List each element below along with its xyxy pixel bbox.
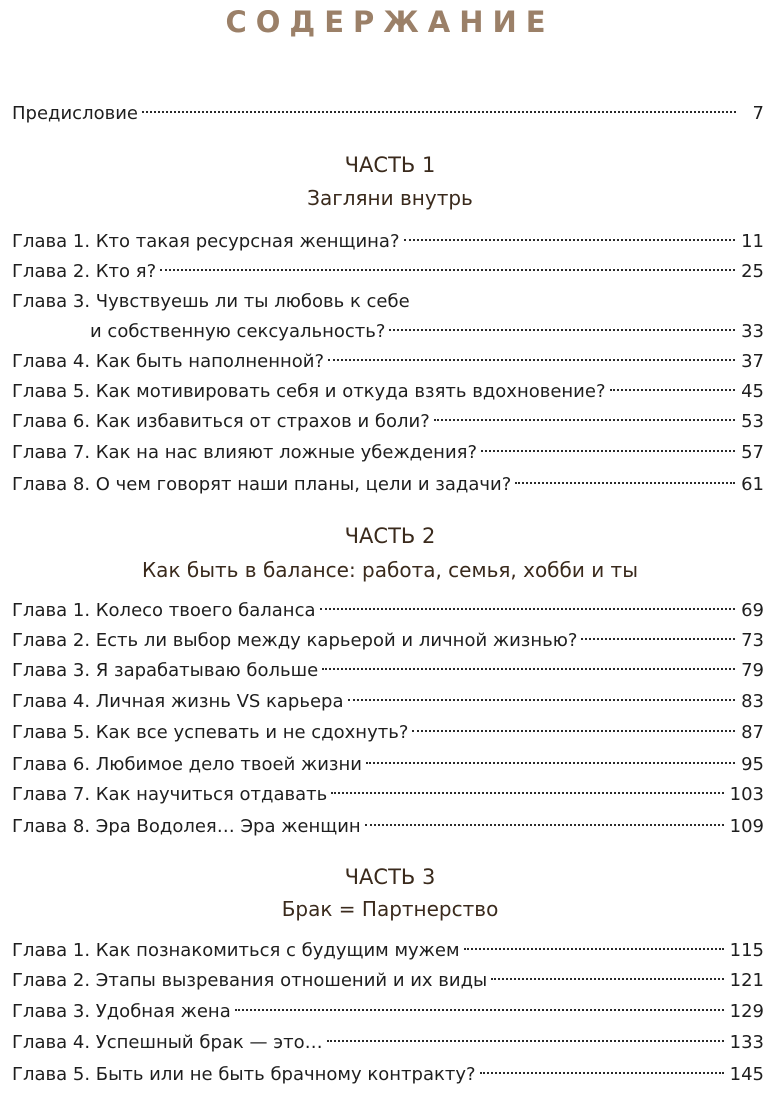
toc-entry[interactable] bbox=[12, 348, 764, 376]
toc-entry-label: Глава 2. Кто я? bbox=[12, 261, 157, 282]
toc-entry-label: Глава 2. Есть ли выбор между карьерой и личной жизнью? bbox=[12, 630, 578, 651]
dot-leader bbox=[389, 328, 735, 331]
toc-entry[interactable] bbox=[12, 781, 764, 809]
dot-leader bbox=[160, 268, 735, 271]
toc-entry-label: Глава 5. Быть или не быть брачному контракту? bbox=[12, 1064, 476, 1085]
toc-page-number: 83 bbox=[741, 691, 764, 712]
toc-page-number: 145 bbox=[729, 1064, 764, 1085]
toc-page-number: 79 bbox=[741, 660, 764, 681]
toc-page-number: 133 bbox=[729, 1032, 764, 1053]
toc-entry[interactable] bbox=[12, 998, 764, 1026]
toc-entry-label: Предисловие bbox=[12, 103, 138, 124]
toc-page-number: 37 bbox=[741, 351, 764, 372]
toc-entry[interactable] bbox=[12, 967, 764, 995]
dot-leader bbox=[320, 607, 736, 610]
dot-leader bbox=[365, 823, 724, 826]
toc-page-number: 129 bbox=[729, 1001, 764, 1022]
dot-leader bbox=[481, 449, 735, 452]
toc-entry[interactable] bbox=[12, 627, 764, 655]
part-subtitle: Как быть в балансе: работа, семья, хобби и ты bbox=[141, 558, 638, 582]
toc-page-number: 115 bbox=[729, 940, 764, 961]
toc-page-number: 87 bbox=[741, 722, 764, 743]
toc-entry[interactable] bbox=[12, 378, 764, 406]
toc-entry-label: Глава 4. Как быть наполненной? bbox=[12, 351, 325, 372]
part-subtitle: Брак = Партнерство bbox=[281, 897, 499, 921]
toc-entry-label: Глава 5. Как мотивировать себя и откуда взять вдохновение? bbox=[12, 381, 606, 402]
toc-page-number: 57 bbox=[741, 442, 764, 463]
toc-entry[interactable] bbox=[12, 439, 764, 467]
dot-leader bbox=[404, 238, 736, 241]
dot-leader bbox=[327, 1039, 724, 1042]
toc-entry[interactable] bbox=[12, 471, 764, 499]
toc-page-number: 45 bbox=[741, 381, 764, 402]
toc-page-number: 25 bbox=[741, 261, 764, 282]
toc-entry-preface[interactable] bbox=[12, 100, 764, 128]
toc-page-number: 7 bbox=[752, 103, 764, 124]
dot-leader bbox=[328, 358, 735, 361]
toc-page-number: 61 bbox=[741, 474, 764, 495]
toc-entry-label: Глава 7. Как научиться отдавать bbox=[12, 784, 328, 805]
dot-leader bbox=[331, 791, 723, 794]
toc-page-number: 121 bbox=[729, 970, 764, 991]
toc-page-number: 73 bbox=[741, 630, 764, 651]
toc-entry-label: Глава 4. Личная жизнь VS карьера bbox=[12, 691, 344, 712]
toc-page-number: 69 bbox=[741, 600, 764, 621]
dot-leader bbox=[366, 761, 735, 764]
toc-entry-label: Глава 3. Чувствуешь ли ты любовь к себе bbox=[12, 291, 410, 312]
page-title: СОДЕРЖАНИЕ bbox=[225, 5, 555, 39]
toc-entry[interactable] bbox=[12, 228, 764, 256]
dot-leader bbox=[610, 388, 736, 391]
dot-leader bbox=[434, 418, 735, 421]
dot-leader bbox=[235, 1008, 724, 1011]
toc-entry-label: Глава 5. Как все успевать и не сдохнуть? bbox=[12, 722, 409, 743]
toc-entry[interactable] bbox=[12, 813, 764, 841]
toc-page-number: 11 bbox=[741, 231, 764, 252]
dot-leader bbox=[464, 947, 724, 950]
dot-leader bbox=[412, 729, 735, 732]
toc-entry[interactable] bbox=[12, 288, 764, 316]
dot-leader bbox=[491, 977, 723, 980]
toc-entry-label: Глава 8. Эра Водолея… Эра женщин bbox=[12, 816, 361, 837]
toc-entry-label: Глава 3. Удобная жена bbox=[12, 1001, 231, 1022]
dot-leader bbox=[348, 698, 736, 701]
part-heading: ЧАСТЬ 1 bbox=[344, 153, 436, 177]
toc-entry[interactable] bbox=[12, 1061, 764, 1089]
toc-page-number: 53 bbox=[741, 411, 764, 432]
toc-entry-label: Глава 7. Как на нас влияют ложные убеждения? bbox=[12, 442, 478, 463]
part-heading: ЧАСТЬ 2 bbox=[344, 524, 436, 548]
toc-entry[interactable] bbox=[12, 258, 764, 286]
toc-page-number: 33 bbox=[741, 321, 764, 342]
dot-leader bbox=[515, 481, 735, 484]
toc-entry-label-continued: и собственную сексуальность? bbox=[90, 321, 386, 342]
toc-entry-label: Глава 4. Успешный брак — это… bbox=[12, 1032, 323, 1053]
part-subtitle: Загляни внутрь bbox=[307, 186, 473, 210]
toc-page-number: 103 bbox=[729, 784, 764, 805]
dot-leader bbox=[322, 667, 735, 670]
toc-entry-label: Глава 3. Я зарабатываю больше bbox=[12, 660, 319, 681]
toc-entry[interactable] bbox=[12, 719, 764, 747]
dot-leader bbox=[480, 1071, 724, 1074]
toc-entry[interactable] bbox=[12, 751, 764, 779]
toc-entry[interactable] bbox=[12, 688, 764, 716]
toc-entry-label: Глава 6. Как избавиться от страхов и боли? bbox=[12, 411, 430, 432]
toc-entry-label: Глава 8. О чем говорят наши планы, цели и задачи? bbox=[12, 474, 512, 495]
toc-entry-label: Глава 1. Кто такая ресурсная женщина? bbox=[12, 231, 400, 252]
toc-entry-continuation[interactable] bbox=[90, 318, 764, 346]
toc-entry[interactable] bbox=[12, 1029, 764, 1057]
toc-entry-label: Глава 1. Колесо твоего баланса bbox=[12, 600, 316, 621]
part-heading: ЧАСТЬ 3 bbox=[344, 865, 436, 889]
toc-page-number: 95 bbox=[741, 754, 764, 775]
toc-entry-label: Глава 6. Любимое дело твоей жизни bbox=[12, 754, 362, 775]
dot-leader bbox=[581, 637, 735, 640]
dot-leader bbox=[142, 110, 736, 113]
toc-page-number: 109 bbox=[729, 816, 764, 837]
toc-entry-label: Глава 2. Этапы вызревания отношений и их виды bbox=[12, 970, 488, 991]
toc-entry[interactable] bbox=[12, 408, 764, 436]
toc-entry[interactable] bbox=[12, 937, 764, 965]
toc-entry[interactable] bbox=[12, 597, 764, 625]
toc-entry[interactable] bbox=[12, 657, 764, 685]
toc-entry-label: Глава 1. Как познакомиться с будущим мужем bbox=[12, 940, 460, 961]
